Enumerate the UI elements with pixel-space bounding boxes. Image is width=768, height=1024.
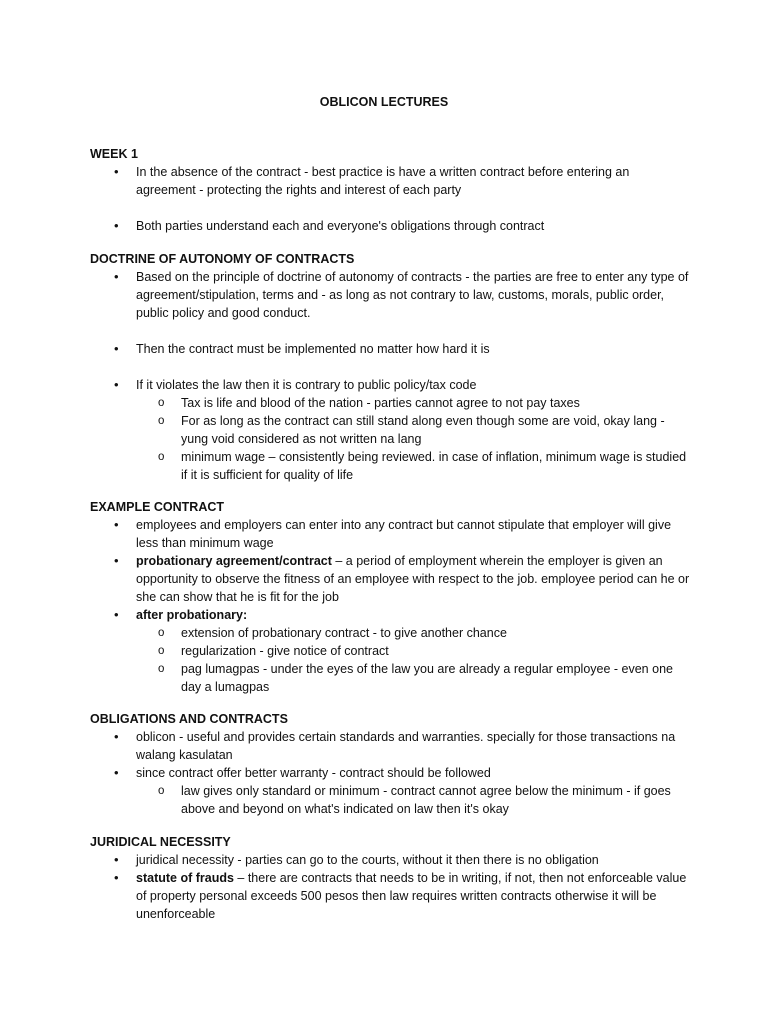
list-item-text: since contract offer better warranty - contract should be followed	[136, 766, 491, 780]
section-heading: EXAMPLE CONTRACT	[90, 500, 225, 514]
bullet-list	[90, 268, 690, 484]
section-example-contract	[90, 498, 690, 696]
term-bold: probationary agreement/contract	[136, 554, 332, 568]
list-item	[90, 869, 690, 923]
bullet-list	[90, 163, 690, 235]
section-heading: DOCTRINE OF AUTONOMY OF CONTRACTS	[90, 252, 355, 266]
sub-list-item: o extension of probationary contract - to give another chance	[136, 624, 690, 642]
list-item: • employees and employers can enter into any contract but cannot stipulate that employer will give less than minimum wage	[90, 516, 690, 552]
bullet-list	[90, 516, 690, 696]
list-item	[90, 376, 690, 484]
term-definition: – there are contracts that needs to be in writing, if not, then not enforceable value of property personal exceeds 500 pesos then law requires written contracts otherwise it will be unenforceable	[136, 871, 687, 921]
term-bold: statute of frauds	[136, 871, 234, 885]
section-obligations-and-contracts	[90, 710, 690, 818]
list-item: • Based on the principle of doctrine of autonomy of contracts - the parties are free to enter any type of agreement/stipulation, terms and - as long as not contrary to law, customs, morals, public order, public policy and good conduct.	[90, 268, 690, 322]
list-item: • In the absence of the contract - best practice is have a written contract before entering an agreement - protecting the rights and interest of each party	[90, 163, 690, 199]
sub-list-item: o pag lumagpas - under the eyes of the law you are already a regular employee - even one day a lumagpas	[136, 660, 690, 696]
term-definition: – a period of employment wherein the employer is given an opportunity to observe the fitness of an employee with respect to the job. employee period can he or she can show that he is fit for the job	[136, 554, 690, 604]
section-heading: OBLIGATIONS AND CONTRACTS	[90, 712, 288, 726]
list-item-text: If it violates the law then it is contrary to public policy/tax code	[136, 378, 477, 392]
document-title: OBLICON LECTURES	[319, 95, 449, 109]
list-item: • oblicon - useful and provides certain standards and warranties. specially for those transactions na walang kasulatan	[90, 728, 690, 764]
bullet-list	[90, 728, 690, 818]
sub-list	[136, 394, 690, 484]
section-doctrine-of-autonomy	[90, 250, 690, 484]
sub-list-item: o law gives only standard or minimum - contract cannot agree below the minimum - if goes above and beyond on what's indicated on law then it's okay	[136, 782, 690, 818]
sub-list	[136, 624, 690, 696]
list-item	[90, 764, 690, 818]
list-item	[90, 606, 690, 696]
sub-list	[136, 782, 690, 818]
list-item: • Then the contract must be implemented no matter how hard it is	[90, 340, 690, 358]
section-heading: JURIDICAL NECESSITY	[90, 835, 231, 849]
list-item: • juridical necessity - parties can go to the courts, without it then there is no obligation	[90, 851, 690, 869]
list-item	[90, 552, 690, 606]
sub-list-item: o Tax is life and blood of the nation - parties cannot agree to not pay taxes	[136, 394, 690, 412]
section-juridical-necessity	[90, 833, 690, 923]
sub-list-item: o For as long as the contract can still stand along even though some are void, okay lang - yung void considered as not written na lang	[136, 412, 690, 448]
bullet-list	[90, 851, 690, 923]
list-item: • Both parties understand each and everyone's obligations through contract	[90, 217, 690, 235]
sub-list-item: o minimum wage – consistently being reviewed. in case of inflation, minimum wage is studied if it is sufficient for quality of life	[136, 448, 690, 484]
sub-list-item: o regularization - give notice of contract	[136, 642, 690, 660]
section-week-1	[90, 145, 690, 235]
list-item-text: after probationary:	[136, 608, 248, 622]
section-heading: WEEK 1	[90, 147, 138, 161]
